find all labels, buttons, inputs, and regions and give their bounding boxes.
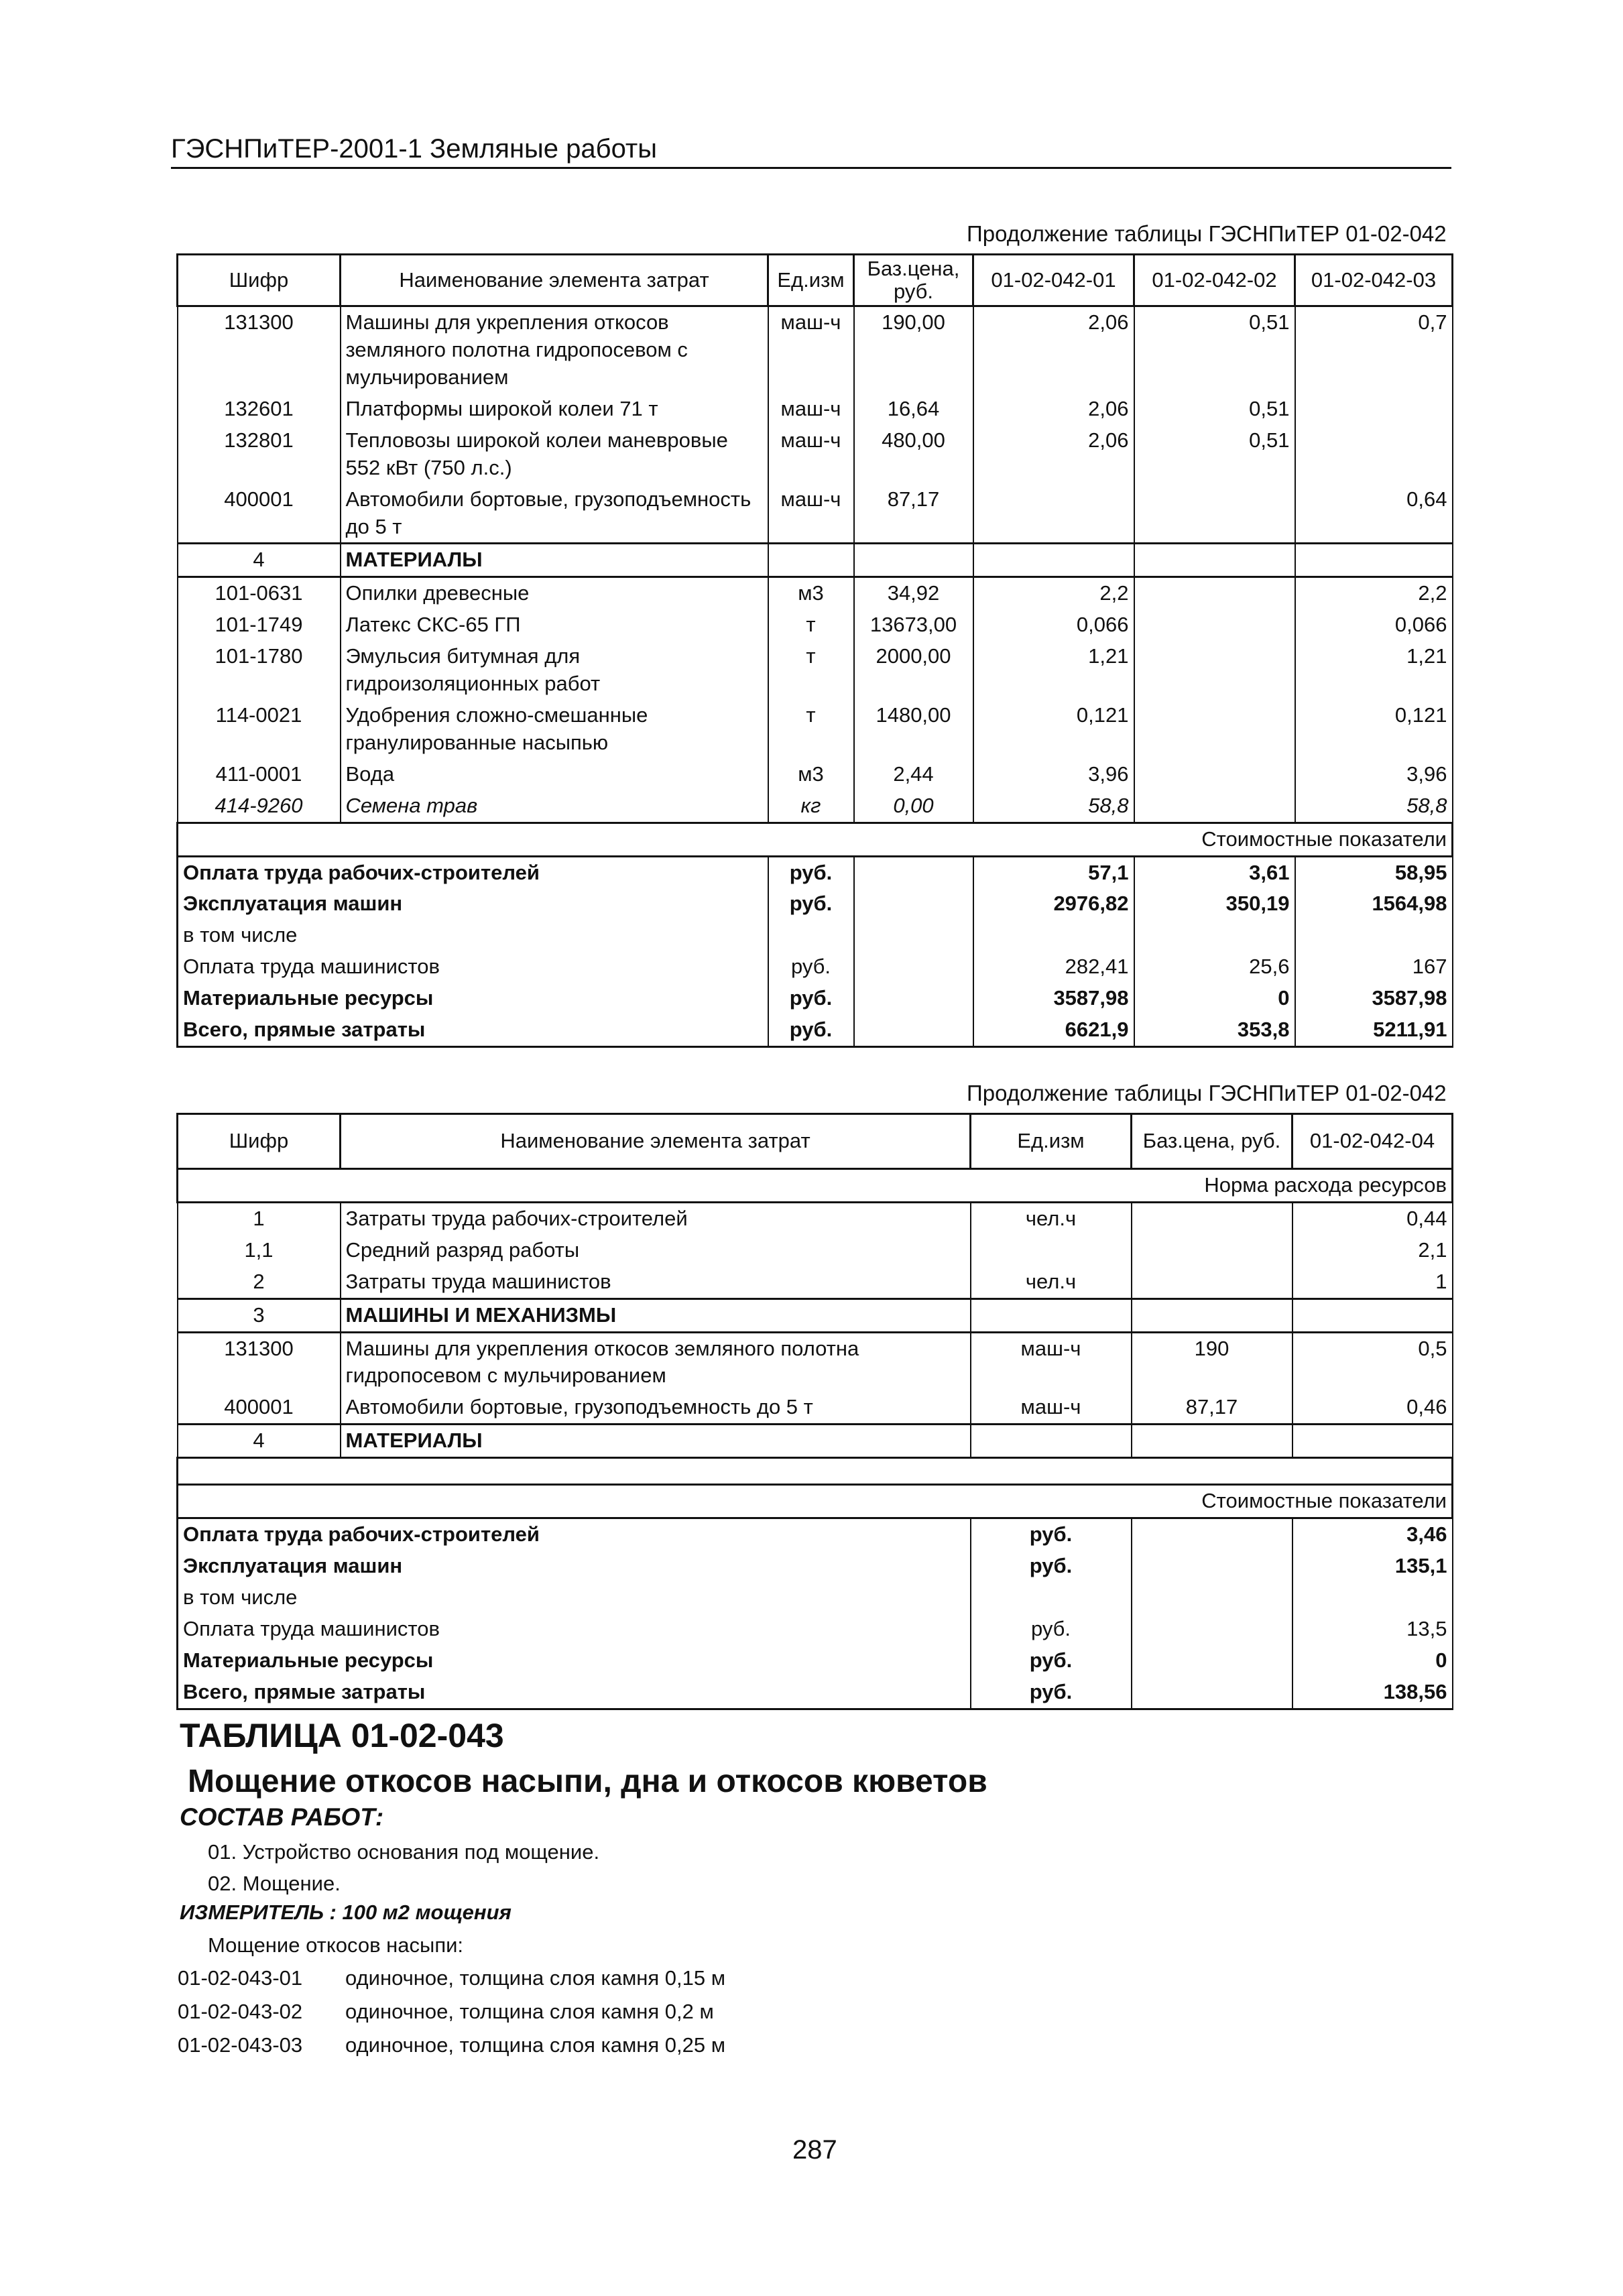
cell-price — [1132, 1202, 1293, 1234]
cost-v1: 6621,9 — [973, 1014, 1134, 1046]
band-norm-label: Норма расхода ресурсов — [178, 1169, 1453, 1203]
cost-v3: 1564,98 — [1295, 888, 1453, 920]
cell-name: Затраты труда рабочих-строителей — [341, 1202, 971, 1234]
band-row — [178, 1485, 1453, 1518]
col-header-price: Баз.цена, руб. — [854, 255, 973, 306]
table2 — [176, 1113, 1453, 1710]
cell-code: 131300 — [178, 1332, 341, 1392]
cell-v3: 0,121 — [1295, 700, 1453, 759]
cell-v: 1 — [1293, 1266, 1453, 1298]
cell-v1: 2,06 — [973, 306, 1134, 394]
cell-code: 400001 — [178, 1392, 341, 1424]
cell-code: 1 — [178, 1202, 341, 1234]
table-row — [178, 394, 1453, 425]
cell-code: 4 — [178, 544, 341, 577]
cell-code: 2 — [178, 1266, 341, 1298]
section-title: МАТЕРИАЛЫ — [341, 1425, 971, 1458]
cell-v3: 0,64 — [1295, 484, 1453, 544]
cell-v3: 2,2 — [1295, 577, 1453, 609]
cell-price: 87,17 — [1132, 1392, 1293, 1424]
cell-v2 — [1134, 700, 1295, 759]
cost-row — [178, 856, 1453, 888]
cell-v1: 2,2 — [973, 577, 1134, 609]
cost-row — [178, 1551, 1453, 1582]
cell-unit: чел.ч — [971, 1202, 1132, 1234]
section-row — [178, 1298, 1453, 1332]
table1 — [176, 253, 1453, 1048]
cell-code: 101-1749 — [178, 609, 341, 641]
cost-row — [178, 1677, 1453, 1709]
col-header-unit: Ед.изм — [971, 1114, 1132, 1169]
variant-code: 01-02-043-03 — [178, 2033, 303, 2057]
cost-unit: руб. — [768, 888, 854, 920]
table1-caption: Продолжение таблицы ГЭСНПиТЕР 01-02-042 — [967, 221, 1447, 246]
section-title: МАТЕРИАЛЫ — [341, 544, 768, 577]
cell-price — [1132, 1266, 1293, 1298]
variant-code: 01-02-043-01 — [178, 1966, 303, 1990]
band-row — [178, 823, 1453, 856]
section-row — [178, 544, 1453, 577]
cost-v: 3,46 — [1293, 1518, 1453, 1551]
cell-price: 16,64 — [854, 394, 973, 425]
col-header-code: Шифр — [178, 255, 341, 306]
cell-unit: маш-ч — [768, 425, 854, 484]
cost-row — [178, 1014, 1453, 1046]
cell-unit: т — [768, 641, 854, 700]
cost-row — [178, 888, 1453, 920]
cell-price: 34,92 — [854, 577, 973, 609]
cell-price: 2000,00 — [854, 641, 973, 700]
cost-unit: руб. — [768, 983, 854, 1014]
variant-code: 01-02-043-02 — [178, 2000, 303, 2023]
cell-v3: 0,066 — [1295, 609, 1453, 641]
table-row — [178, 306, 1453, 394]
cell-unit: маш-ч — [971, 1332, 1132, 1392]
cost-v: 135,1 — [1293, 1551, 1453, 1582]
cell-v3: 1,21 — [1295, 641, 1453, 700]
cost-label: Эксплуатация машин — [178, 1551, 971, 1582]
cell-v1: 0,066 — [973, 609, 1134, 641]
cell-code: 132801 — [178, 425, 341, 484]
table-row — [178, 1266, 1453, 1298]
cost-label: в том числе — [178, 920, 768, 951]
col-header-v3: 01-02-042-03 — [1295, 255, 1453, 306]
cost-v2: 25,6 — [1134, 951, 1295, 983]
cell-v2: 0,51 — [1134, 425, 1295, 484]
cell-v2 — [1134, 577, 1295, 609]
cell-name: Платформы широкой колеи 71 т — [341, 394, 768, 425]
cell-v: 0,44 — [1293, 1202, 1453, 1234]
col-header-code: Шифр — [178, 1114, 341, 1169]
cell-code: 4 — [178, 1425, 341, 1458]
cost-v3: 5211,91 — [1295, 1014, 1453, 1046]
cost-v3: 58,95 — [1295, 856, 1453, 888]
table-row — [178, 1332, 1453, 1392]
cost-unit: руб. — [971, 1677, 1132, 1709]
cell-v: 0,46 — [1293, 1392, 1453, 1424]
cell-v3 — [1295, 394, 1453, 425]
col-header-name: Наименование элемента затрат — [341, 255, 768, 306]
col-header-v1: 01-02-042-01 — [973, 255, 1134, 306]
cell-name: Автомобили бортовые, грузоподъемность до 5 т — [341, 484, 768, 544]
cost-row — [178, 983, 1453, 1014]
variant-text: одиночное, толщина слоя камня 0,15 м — [345, 1966, 726, 1990]
band-cost-label: Стоимостные показатели — [178, 1485, 1453, 1518]
cell-unit: кг — [768, 790, 854, 823]
cell-v3: 0,7 — [1295, 306, 1453, 394]
cell-code: 114-0021 — [178, 700, 341, 759]
cost-v: 138,56 — [1293, 1677, 1453, 1709]
cell-code: 1,1 — [178, 1235, 341, 1266]
cell-code: 131300 — [178, 306, 341, 394]
cell-code: 101-0631 — [178, 577, 341, 609]
page-number: 287 — [792, 2135, 837, 2165]
work-item: 01. Устройство основания под мощение. — [208, 1840, 600, 1864]
cell-v3: 3,96 — [1295, 759, 1453, 790]
table-row — [178, 759, 1453, 790]
cell-v3: 58,8 — [1295, 790, 1453, 823]
cell-price: 480,00 — [854, 425, 973, 484]
table-row — [178, 484, 1453, 544]
cell-name: Семена трав — [341, 790, 768, 823]
cell-price: 190,00 — [854, 306, 973, 394]
cost-label: Всего, прямые затраты — [178, 1677, 971, 1709]
work-item: 02. Мощение. — [208, 1872, 341, 1895]
cell-name: Затраты труда машинистов — [341, 1266, 971, 1298]
cost-v1: 57,1 — [973, 856, 1134, 888]
cell-code: 414-9260 — [178, 790, 341, 823]
cell-name: Машины для укрепления откосов земляного полотна гидропосевом с мульчированием — [341, 1332, 971, 1392]
cell-unit: маш-ч — [971, 1392, 1132, 1424]
col-header-name: Наименование элемента затрат — [341, 1114, 971, 1169]
cell-name: Средний разряд работы — [341, 1235, 971, 1266]
cost-unit: руб. — [971, 1518, 1132, 1551]
cell-unit: чел.ч — [971, 1266, 1132, 1298]
cost-row — [178, 1645, 1453, 1677]
cell-name: Эмульсия битумная для гидроизоляционных работ — [341, 641, 768, 700]
cost-row — [178, 951, 1453, 983]
cell-v1: 1,21 — [973, 641, 1134, 700]
works-heading: СОСТАВ РАБОТ: — [180, 1803, 384, 1831]
cost-v2: 3,61 — [1134, 856, 1295, 888]
cell-v — [1293, 1425, 1453, 1458]
cell-v1: 0,121 — [973, 700, 1134, 759]
cell-name: Удобрения сложно-смешанные гранулированные насыпью — [341, 700, 768, 759]
cost-label: Материальные ресурсы — [178, 1645, 971, 1677]
cell-v2 — [1134, 790, 1295, 823]
cell-v1: 58,8 — [973, 790, 1134, 823]
cell-v: 2,1 — [1293, 1235, 1453, 1266]
cell-unit — [971, 1298, 1132, 1332]
section-row — [178, 1425, 1453, 1458]
cell-v1: 2,06 — [973, 425, 1134, 484]
cell-price: 87,17 — [854, 484, 973, 544]
cell-v1 — [973, 484, 1134, 544]
cost-label: в том числе — [178, 1582, 971, 1614]
cost-label: Всего, прямые затраты — [178, 1014, 768, 1046]
page-header: ГЭСНПиТЕР-2001-1 Земляные работы — [171, 134, 1451, 169]
cell-price — [1132, 1425, 1293, 1458]
col-header-v: 01-02-042-04 — [1293, 1114, 1453, 1169]
section-title: МАШИНЫ И МЕХАНИЗМЫ — [341, 1298, 971, 1332]
cost-label: Оплата труда рабочих-строителей — [178, 856, 768, 888]
variant-text: одиночное, толщина слоя камня 0,25 м — [345, 2033, 726, 2057]
cost-row — [178, 1518, 1453, 1551]
cell-unit: м3 — [768, 759, 854, 790]
cell-name: Опилки древесные — [341, 577, 768, 609]
table-row — [178, 1392, 1453, 1424]
cell-price: 1480,00 — [854, 700, 973, 759]
cost-v1: 3587,98 — [973, 983, 1134, 1014]
table-row — [178, 609, 1453, 641]
cost-unit: руб. — [971, 1645, 1132, 1677]
cost-v1: 2976,82 — [973, 888, 1134, 920]
cost-v: 0 — [1293, 1645, 1453, 1677]
cost-unit — [768, 920, 854, 951]
cell-unit — [971, 1425, 1132, 1458]
table-title: ТАБЛИЦА 01-02-043 — [180, 1717, 504, 1754]
cost-unit: руб. — [971, 1614, 1132, 1645]
band-row — [178, 1169, 1453, 1203]
cell-v2 — [1134, 759, 1295, 790]
table-row — [178, 700, 1453, 759]
cell-name: Вода — [341, 759, 768, 790]
cell-code: 101-1780 — [178, 641, 341, 700]
cost-row — [178, 1582, 1453, 1614]
cell-unit: т — [768, 700, 854, 759]
cost-label: Оплата труда машинистов — [178, 1614, 971, 1645]
cost-unit: руб. — [971, 1551, 1132, 1582]
cost-v3: 167 — [1295, 951, 1453, 983]
cost-v1: 282,41 — [973, 951, 1134, 983]
cell-price: 2,44 — [854, 759, 973, 790]
cell-v3 — [1295, 425, 1453, 484]
cell-v: 0,5 — [1293, 1332, 1453, 1392]
cell-price: 0,00 — [854, 790, 973, 823]
table-row — [178, 425, 1453, 484]
cell-code: 400001 — [178, 484, 341, 544]
table2-caption: Продолжение таблицы ГЭСНПиТЕР 01-02-042 — [967, 1081, 1447, 1105]
cell-unit: т — [768, 609, 854, 641]
cell-name: Латекс СКС-65 ГП — [341, 609, 768, 641]
cell-price: 190 — [1132, 1332, 1293, 1392]
cost-v3 — [1295, 920, 1453, 951]
cell-code: 3 — [178, 1298, 341, 1332]
measure-unit: ИЗМЕРИТЕЛЬ : 100 м2 мощения — [180, 1900, 512, 1924]
cost-label: Материальные ресурсы — [178, 983, 768, 1014]
cost-unit — [971, 1582, 1132, 1614]
cost-label: Оплата труда рабочих-строителей — [178, 1518, 971, 1551]
cost-row — [178, 920, 1453, 951]
cost-v2: 350,19 — [1134, 888, 1295, 920]
table-row — [178, 1235, 1453, 1266]
variant-group: Мощение откосов насыпи: — [208, 1933, 464, 1957]
spacer-row — [178, 1458, 1453, 1485]
cell-v2: 0,51 — [1134, 306, 1295, 394]
cell-name: Тепловозы широкой колеи маневровые 552 кВт (750 л.с.) — [341, 425, 768, 484]
cost-v3: 3587,98 — [1295, 983, 1453, 1014]
cost-row — [178, 1614, 1453, 1645]
col-header-unit: Ед.изм — [768, 255, 854, 306]
cell-v — [1293, 1298, 1453, 1332]
table-subtitle: Мощение откосов насыпи, дна и откосов кюветов — [188, 1764, 987, 1799]
cost-unit: руб. — [768, 1014, 854, 1046]
cost-v2: 0 — [1134, 983, 1295, 1014]
cell-code: 411-0001 — [178, 759, 341, 790]
cost-v: 13,5 — [1293, 1614, 1453, 1645]
cell-unit: м3 — [768, 577, 854, 609]
col-header-price: Баз.цена, руб. — [1132, 1114, 1293, 1169]
band-cost-label: Стоимостные показатели — [178, 823, 1453, 856]
variant-text: одиночное, толщина слоя камня 0,2 м — [345, 2000, 714, 2023]
col-header-v2: 01-02-042-02 — [1134, 255, 1295, 306]
cell-v2 — [1134, 641, 1295, 700]
cell-v2: 0,51 — [1134, 394, 1295, 425]
cost-unit: руб. — [768, 951, 854, 983]
cell-v1: 2,06 — [973, 394, 1134, 425]
cost-v2: 353,8 — [1134, 1014, 1295, 1046]
cell-v1: 3,96 — [973, 759, 1134, 790]
cost-label: Оплата труда машинистов — [178, 951, 768, 983]
table-row — [178, 1202, 1453, 1234]
cell-v2 — [1134, 609, 1295, 641]
table-row — [178, 577, 1453, 609]
cell-unit: маш-ч — [768, 484, 854, 544]
cell-price: 13673,00 — [854, 609, 973, 641]
cost-label: Эксплуатация машин — [178, 888, 768, 920]
table-row — [178, 641, 1453, 700]
cost-v — [1293, 1582, 1453, 1614]
cell-v2 — [1134, 484, 1295, 544]
cell-name: Машины для укрепления откосов земляного полотна гидропосевом с мульчированием — [341, 306, 768, 394]
cell-code: 132601 — [178, 394, 341, 425]
cell-price — [1132, 1298, 1293, 1332]
cost-unit: руб. — [768, 856, 854, 888]
cell-unit: маш-ч — [768, 394, 854, 425]
cell-unit — [971, 1235, 1132, 1266]
cell-unit: маш-ч — [768, 306, 854, 394]
cell-name: Автомобили бортовые, грузоподъемность до 5 т — [341, 1392, 971, 1424]
cost-v1 — [973, 920, 1134, 951]
cost-v2 — [1134, 920, 1295, 951]
table-row — [178, 790, 1453, 823]
cell-price — [1132, 1235, 1293, 1266]
